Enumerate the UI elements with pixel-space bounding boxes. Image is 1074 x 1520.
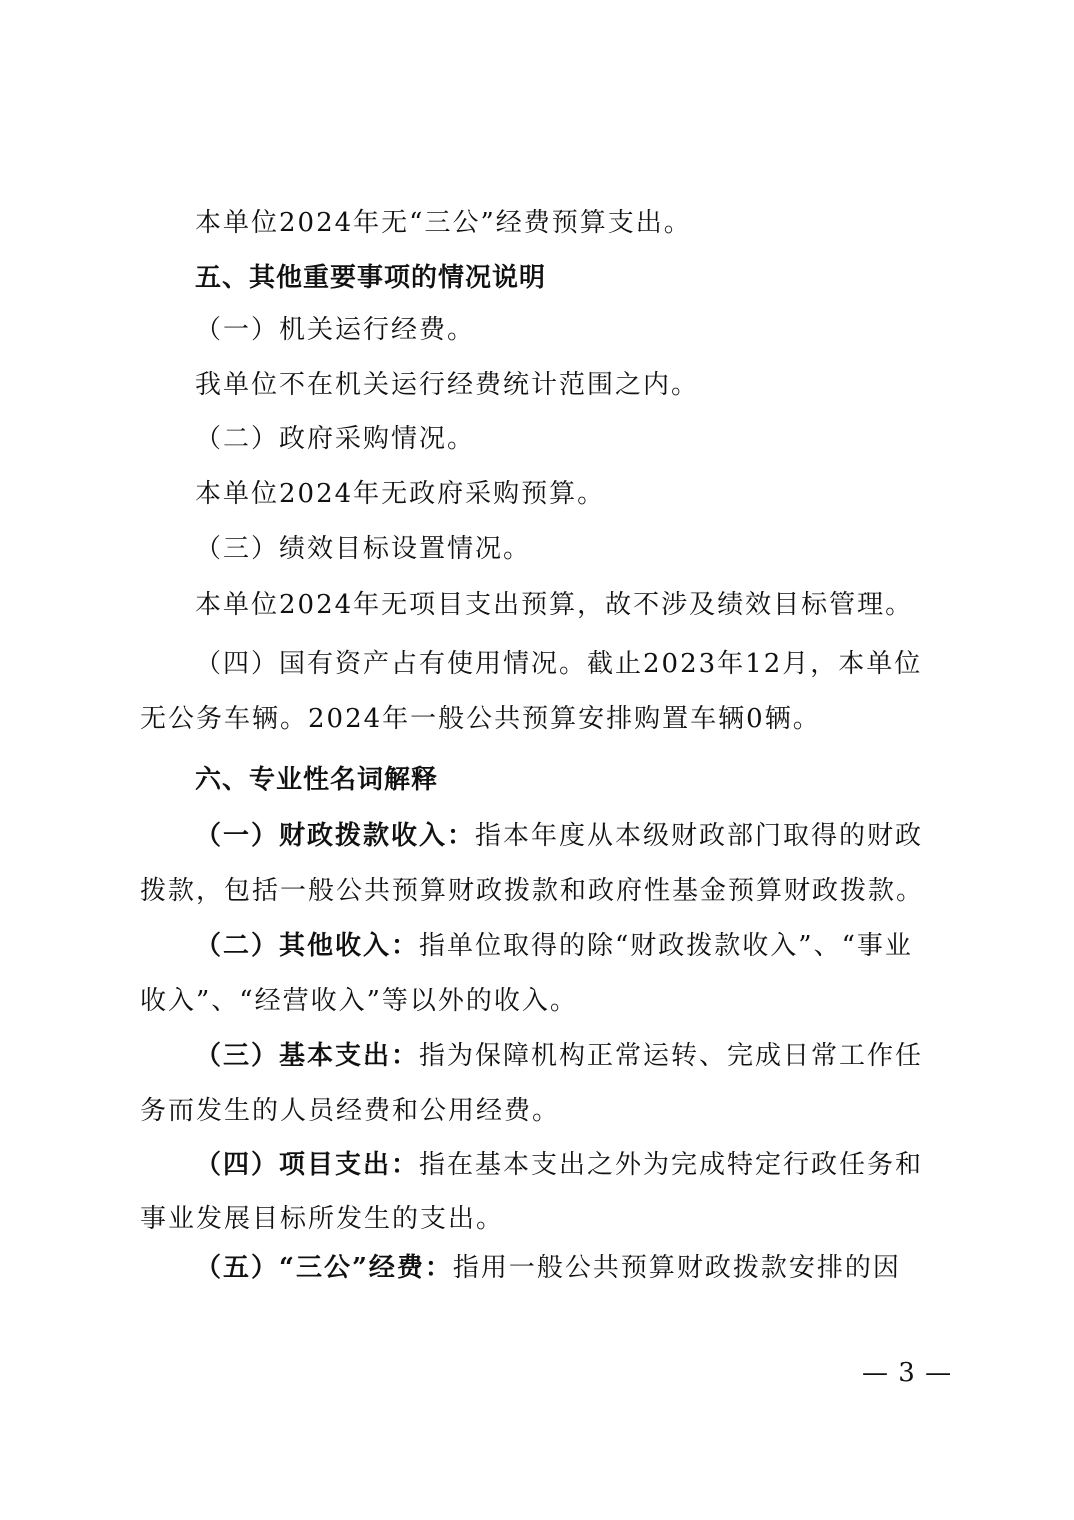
- term-1-label: （一）财政拨款收入：: [195, 821, 476, 851]
- subheading-5-2: （二）政府采购情况。: [195, 424, 476, 454]
- paragraph-sangong: 本单位2024年无“三公”经费预算支出。: [195, 208, 692, 238]
- term-3-line1: [195, 1038, 923, 1074]
- paragraph-5-3: 本单位2024年无项目支出预算，故不涉及绩效目标管理。: [195, 590, 914, 620]
- term-2-line2: 收入”、“经营收入”等以外的收入。: [140, 986, 578, 1016]
- term-3-definition: 指为保障机构正常运转、完成日常工作任: [419, 1041, 924, 1071]
- term-3-line2: 务而发生的人员经费和公用经费。: [140, 1096, 561, 1126]
- subheading-5-1: （一）机关运行经费。: [195, 315, 476, 345]
- term-4-definition: 指在基本支出之外为完成特定行政任务和: [419, 1150, 924, 1180]
- term-5-label: （五）“三公”经费：: [195, 1253, 453, 1283]
- term-5-line1: [195, 1250, 901, 1286]
- paragraph-5-4-line1: （四）国有资产占有使用情况。截止2023年12月，本单位: [195, 649, 923, 679]
- section-heading-6: 六、专业性名词解释: [195, 765, 439, 795]
- paragraph-5-4-line2: 无公务车辆。2024年一般公共预算安排购置车辆0辆。: [140, 704, 821, 734]
- term-1-line1: [195, 818, 923, 854]
- paragraph-5-2: 本单位2024年无政府采购预算。: [195, 479, 606, 509]
- term-4-line2: 事业发展目标所发生的支出。: [140, 1204, 505, 1234]
- paragraph-5-1: 我单位不在机关运行经费统计范围之内。: [195, 370, 700, 400]
- term-3-label: （三）基本支出：: [195, 1041, 420, 1071]
- term-1-line2: 拨款，包括一般公共预算财政拨款和政府性基金预算财政拨款。: [140, 876, 925, 906]
- term-4-line1: [195, 1147, 923, 1183]
- term-4-label: （四）项目支出：: [195, 1150, 420, 1180]
- term-1-definition: 指本年度从本级财政部门取得的财政: [475, 821, 924, 851]
- page-number: — 3 —: [862, 1358, 953, 1388]
- term-5-definition: 指用一般公共预算财政拨款安排的因: [452, 1253, 901, 1283]
- term-2-label: （二）其他收入：: [195, 931, 420, 961]
- term-2-definition: 指单位取得的除“财政拨款收入”、“事业: [419, 931, 913, 961]
- section-heading-5: 五、其他重要事项的情况说明: [195, 263, 547, 293]
- subheading-5-3: （三）绩效目标设置情况。: [195, 534, 532, 564]
- term-2-line1: [195, 928, 913, 964]
